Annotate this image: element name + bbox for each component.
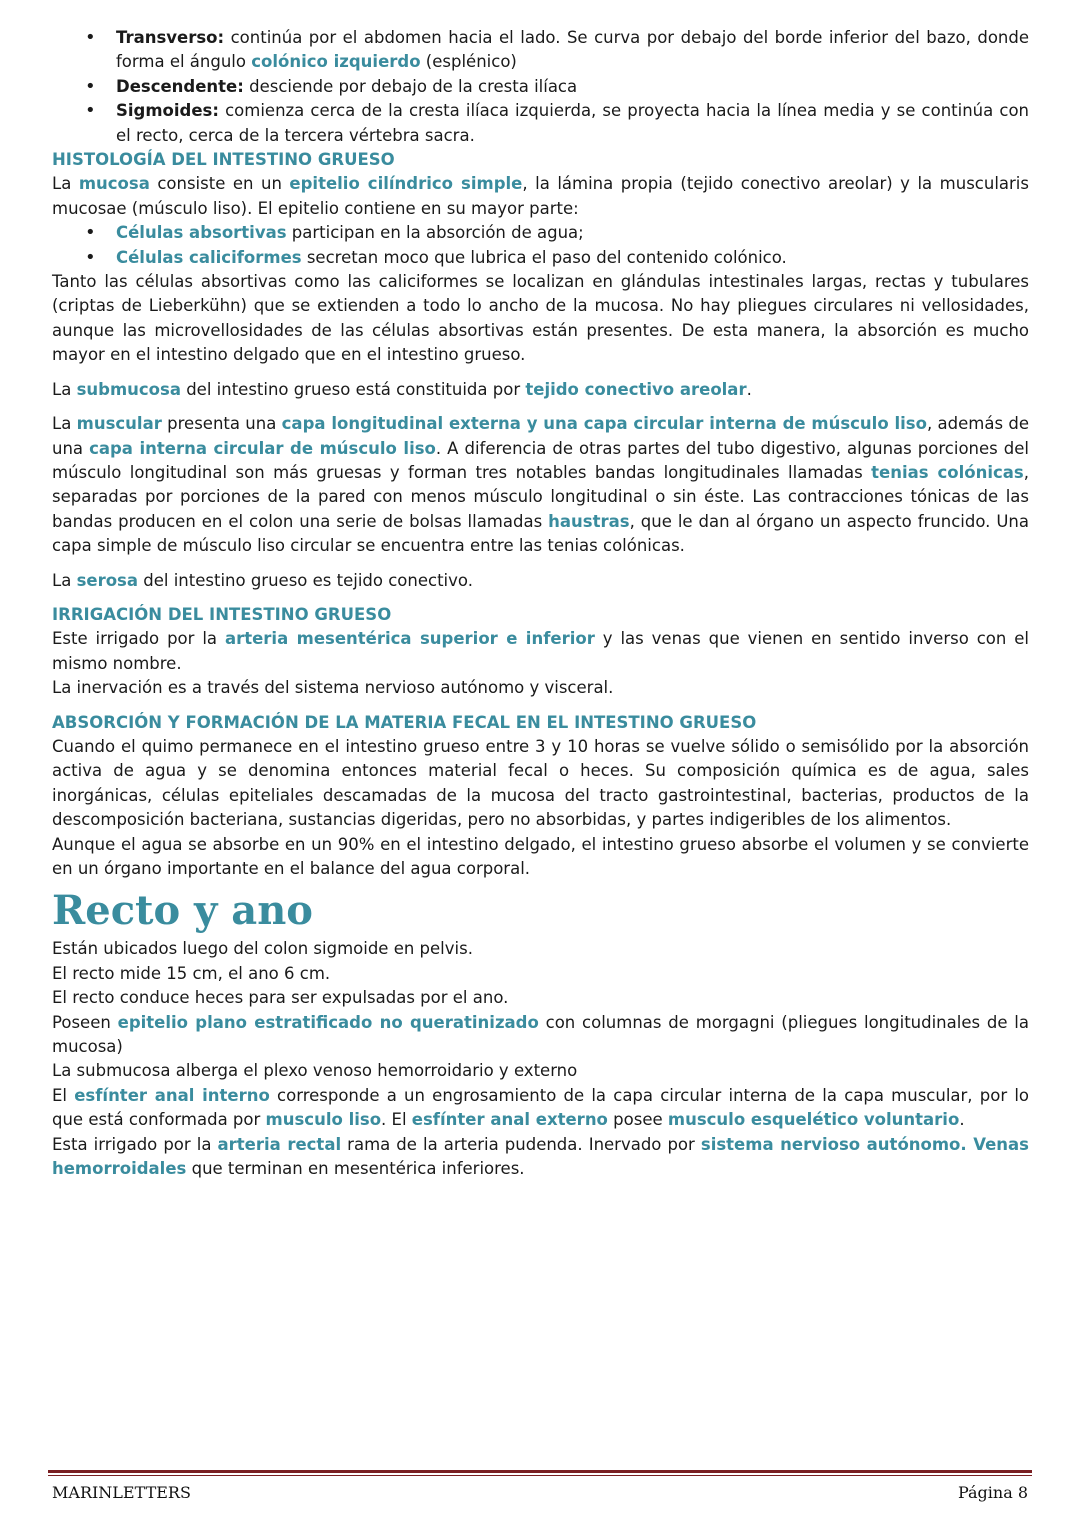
paragraph-innervation: La inervación es a través del sistema nervioso autónomo y visceral. [52,678,614,698]
colon-segments-list [52,26,1029,148]
list-item: • Células caliciformes secretan moco que lubrica el paso del contenido colónico. [52,246,1029,270]
line-location: Están ubicados luego del colon sigmoide en pelvis. [52,939,473,959]
list-item: • Sigmoides: comienza cerca de la cresta ilíaca izquierda, se proyecta hacia la línea media y se continúa con el recto, cerca de la tercera vértebra sacra. [52,99,1029,148]
paragraph-irrigation: Este irrigado por la arteria mesentérica superior e inferior y las venas que vienen en sentido inverso con el mismo nombre. [52,629,1029,673]
paragraph-serosa: La serosa del intestino grueso es tejido conectivo. [52,570,473,590]
line-function: El recto conduce heces para ser expulsadas por el ano. [52,988,509,1008]
paragraph-mucosa: La mucosa consiste en un epitelio cilíndrico simple, la lámina propia (tejido conectivo areolar) y la muscularis mucosae (músculo liso). El epitelio contiene en su mayor parte: [52,174,1029,218]
cell-types-list [52,221,1029,270]
line-irrigation: Esta irrigado por la arteria rectal rama de la arteria pudenda. Inervado por sistema nervioso autónomo. Venas hemorroidales que terminan en mesentérica inferiores. [52,1134,1029,1179]
paragraph-fecal-matter: Cuando el quimo permanece en el intestino grueso entre 3 y 10 horas se vuelve sólido o semisólido por la absorción activa de agua y se denomina entonces material fecal o heces. Su composición química es de agua, sales inorgánicas, células epiteliales descamadas de la mucosa del tracto gastrointestinal, bacterias, productos de la descomposición bacteriana, sustancias digeridas, pero no absorbidas, y partes indigeribles de los alimentos. [52,736,1029,830]
list-item: • Descendente: desciende por debajo de la cresta ilíaca [52,75,1029,99]
document-body [52,26,1029,1181]
line-sphincters: El esfínter anal interno corresponde a un engrosamiento de la capa circular interna de la capa muscular, por lo que está conformada por musculo liso. El esfínter anal externo posee musculo esquelético voluntario. [52,1085,1029,1130]
list-item: • Células absortivas participan en la absorción de agua; [52,221,1029,245]
line-size: El recto mide 15 cm, el ano 6 cm. [52,963,331,983]
line-submucosa: La submucosa alberga el plexo venoso hemorroidario y externo [52,1061,578,1081]
paragraph-water-balance: Aunque el agua se absorbe en un 90% en el intestino delgado, el intestino grueso absorbe el volumen y se convierte en un órgano importante en el balance del agua corporal. [52,834,1029,878]
footer-page-number: Página 8 [957,1483,1028,1502]
section-heading-irrigation: IRRIGACIÓN DEL INTESTINO GRUESO [52,604,392,624]
paragraph-submucosa: La submucosa del intestino grueso está constituida por tejido conectivo areolar. [52,379,752,399]
line-epithelium: Poseen epitelio plano estratificado no queratinizado con columnas de morgagni (pliegues longitudinales de la mucosa) [52,1012,1029,1057]
footer-rule-thin [48,1475,1032,1476]
footer-author: MARINLETTERS [52,1483,191,1502]
list-item: • Transverso: continúa por el abdomen hacia el lado. Se curva por debajo del borde inferior del bazo, donde forma el ángulo colónico izquierdo (esplénico) [52,26,1029,75]
section-title-rectum: Recto y ano [52,887,313,935]
section-heading-histology: HISTOLOGÍA DEL INTESTINO GRUESO [52,150,395,170]
footer-rule [48,1470,1032,1473]
paragraph-muscular: La muscular presenta una capa longitudinal externa y una capa circular interna de músculo liso, además de una capa interna circular de músculo liso. A diferencia de otras partes del tubo digestivo, algunas porciones del músculo longitudinal son más gruesas y forman tres notables bandas longitudinales llamadas tenias colónicas, separadas por porciones de la pared con menos músculo longitudinal o sin éste. Las contracciones tónicas de las bandas producen en el colon una serie de bolsas llamadas haustras, que le dan al órgano un aspecto fruncido. Una capa simple de músculo liso circular se encuentra entre las tenias colónicas. [52,414,1029,556]
section-heading-absorption: ABSORCIÓN Y FORMACIÓN DE LA MATERIA FECAL EN EL INTESTINO GRUESO [52,712,757,732]
paragraph-crypts: Tanto las células absortivas como las caliciformes se localizan en glándulas intestinales largas, rectas y tubulares (criptas de Lieberkühn) que se extienden a todo lo ancho de la mucosa. No hay pliegues circulares ni vellosidades, aunque las microvellosidades de las células absortivas están presentes. De esta manera, la absorción es mucho mayor en el intestino delgado que en el intestino grueso. [52,272,1029,365]
